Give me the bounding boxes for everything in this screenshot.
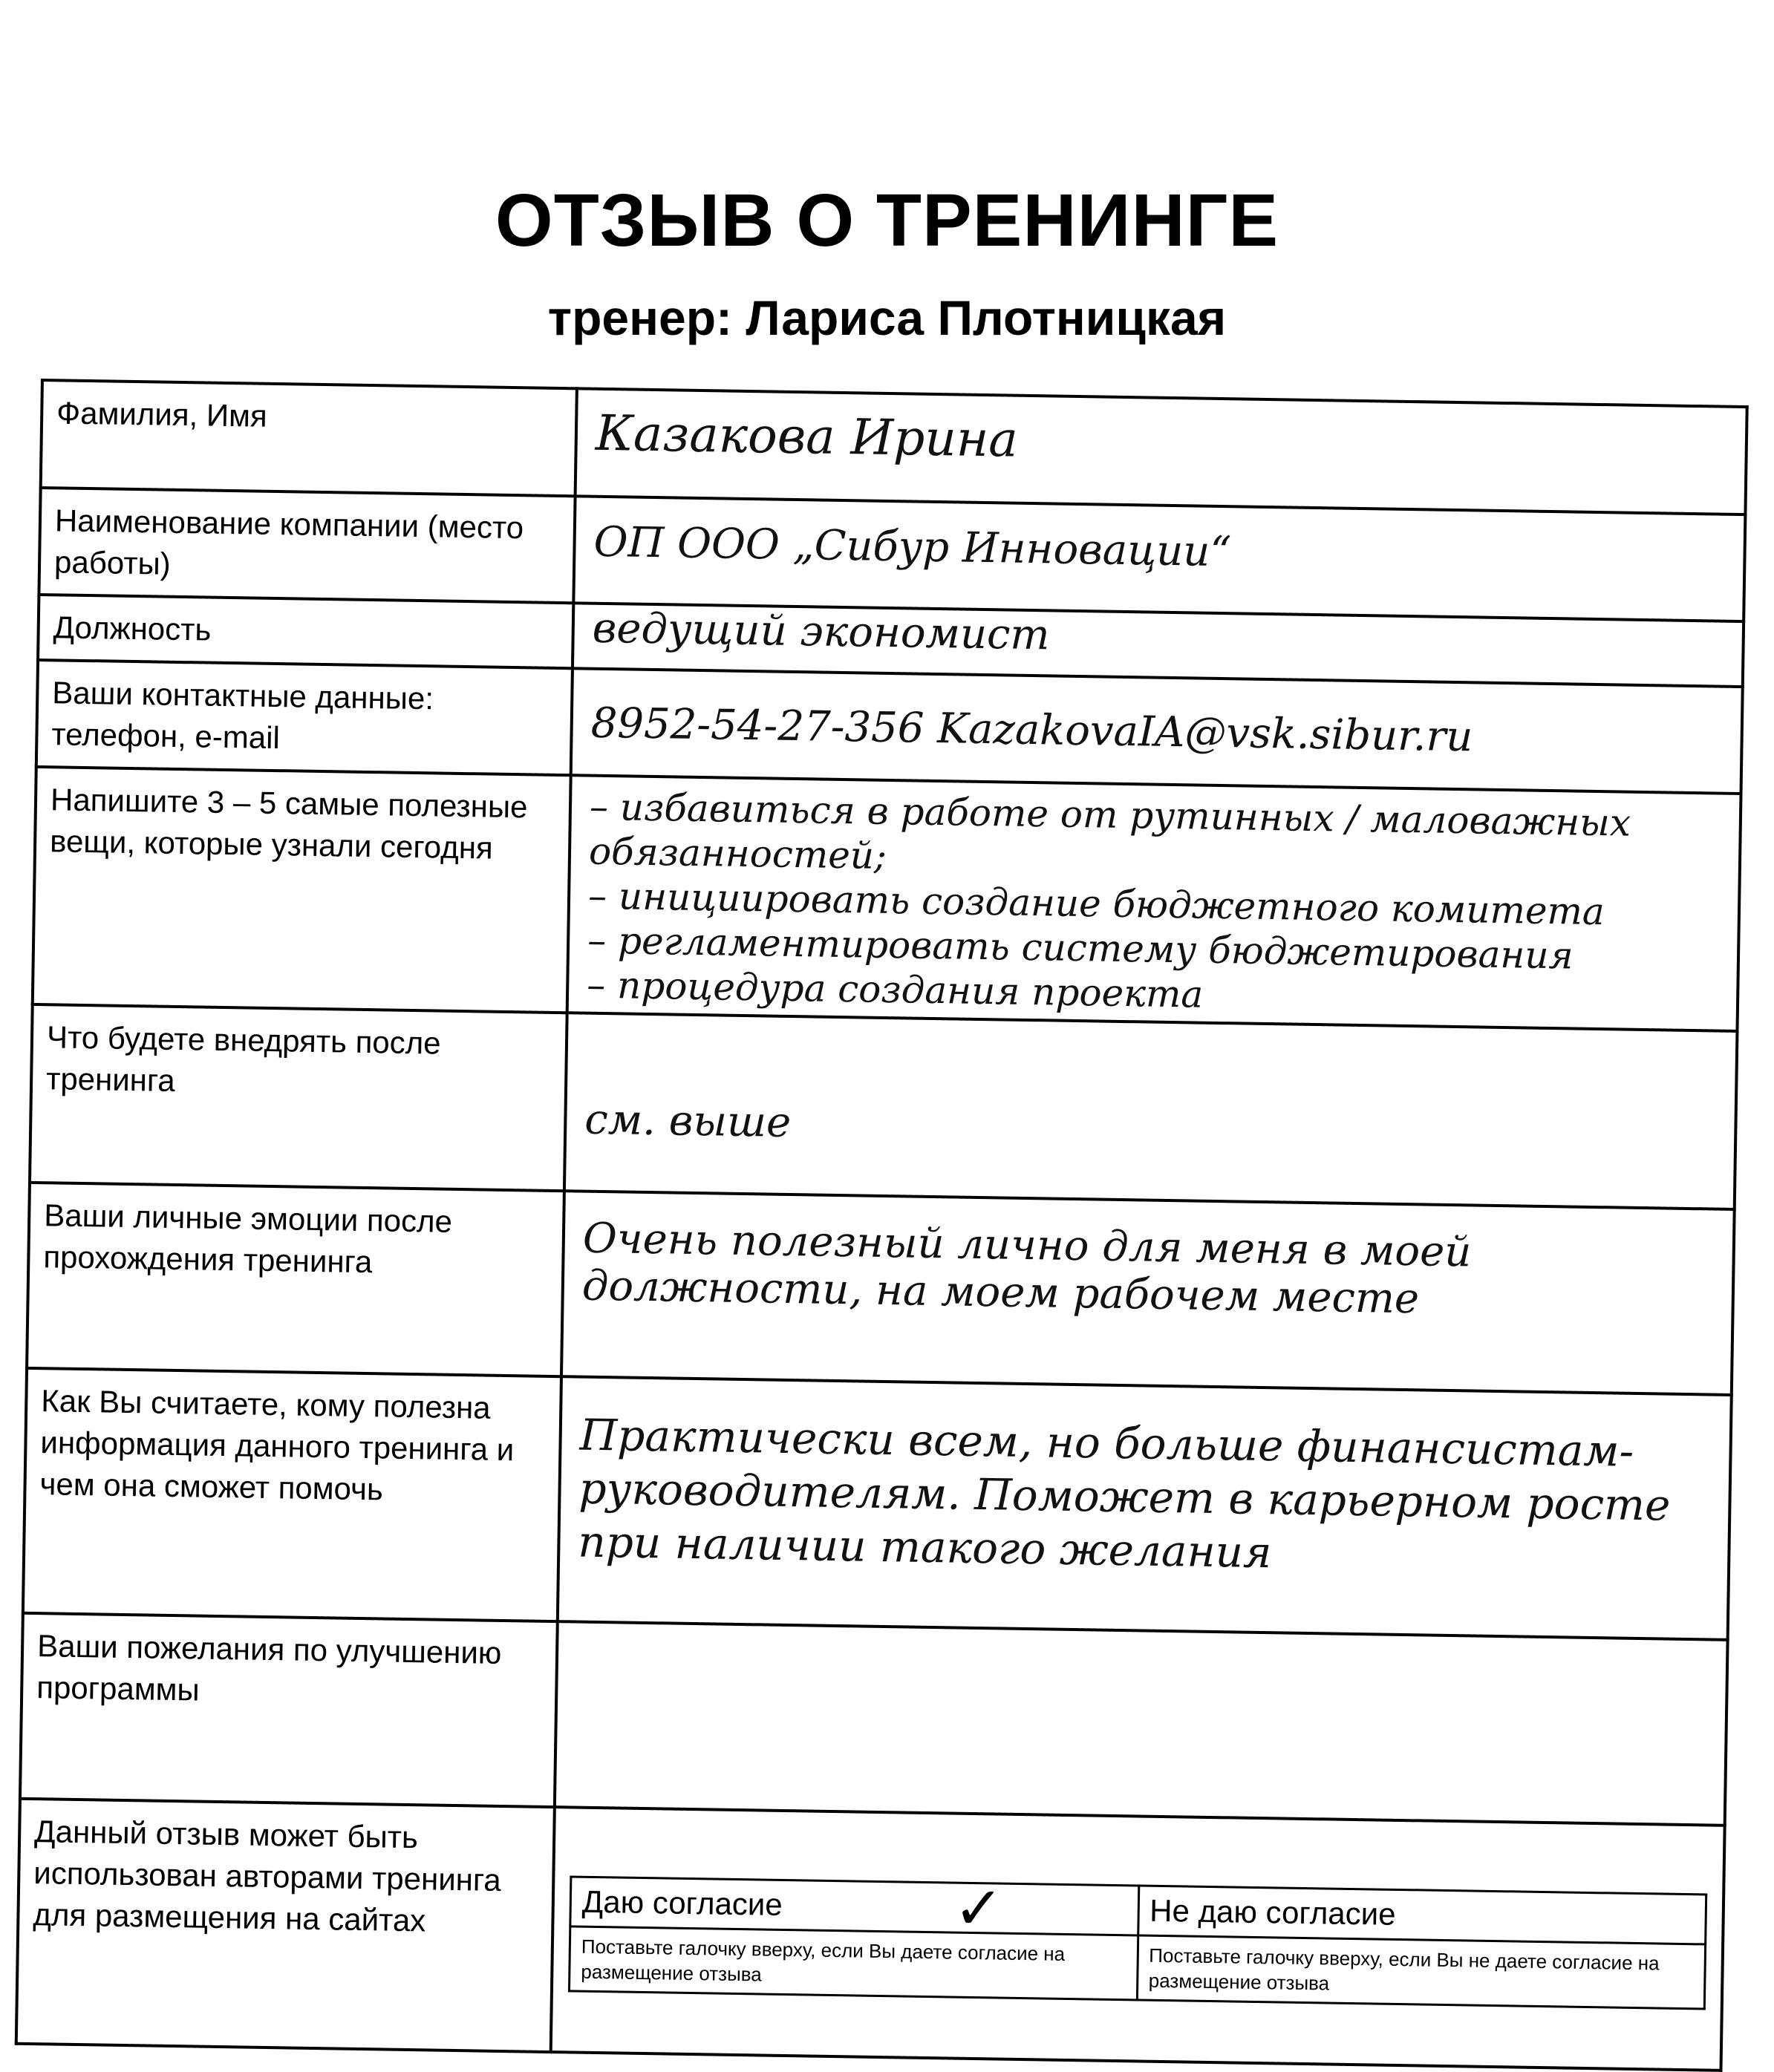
- agree-option[interactable]: [570, 1873, 1138, 1944]
- answer-usefulness-cell[interactable]: [558, 1376, 1732, 1640]
- answer-usefulness: Практически всем, но больше финансистам-руководителям. Поможет в карьерном росте при наличии такого желания: [577, 1409, 1671, 1578]
- answer-useful-things-cell[interactable]: [567, 775, 1741, 1031]
- row-implement: [30, 1004, 1737, 1209]
- label-position: Должность: [38, 595, 573, 668]
- page-title: ОТЗЫВ О ТРЕНИНГЕ: [495, 179, 1279, 262]
- answer-name-cell[interactable]: [575, 388, 1747, 514]
- row-usefulness: [23, 1368, 1732, 1640]
- row-consent: [16, 1799, 1725, 2071]
- label-useful-things: Напишите 3 – 5 самые полезные вещи, которые узнали сегодня: [33, 767, 571, 1013]
- agree-label: Даю согласие: [581, 1883, 783, 1922]
- label-wishes: Ваши пожелания по улучшению программы: [20, 1613, 558, 1807]
- label-implement: Что будете внедрять после тренинга: [30, 1004, 567, 1191]
- answer-company-cell[interactable]: [573, 496, 1745, 621]
- label-company: Наименование компании (место работы): [39, 488, 575, 603]
- row-emotions: [27, 1183, 1735, 1395]
- answer-wishes-cell[interactable]: [555, 1621, 1728, 1826]
- feedback-form: [16, 379, 1749, 1995]
- answer-useful-things: – избавиться в работе от рутинных / маловажных обязанностей; – инициировать создание бюджетного комитета – регламентировать систему бюджетирования – процедура создания проекта: [586, 785, 1631, 1016]
- label-usefulness: Как Вы считаете, кому полезна информация данного тренинга и чем она сможет помочь: [23, 1368, 561, 1621]
- answer-emotions-cell[interactable]: [561, 1191, 1735, 1395]
- feedback-table: [15, 379, 1749, 2072]
- label-contacts: Ваши контактные данные: телефон, e-mail: [36, 660, 573, 775]
- answer-implement: см. выше: [584, 1095, 792, 1147]
- disagree-option[interactable]: [1138, 1886, 1706, 1944]
- row-useful-things: [33, 767, 1741, 1031]
- answer-consent-cell: [551, 1807, 1725, 2071]
- disagree-label: Не даю согласие: [1149, 1892, 1396, 1932]
- answer-contacts-cell[interactable]: [571, 668, 1743, 794]
- row-wishes: [20, 1613, 1728, 1826]
- answer-name: Казакова Ирина: [595, 404, 1019, 468]
- trainer-subtitle: тренер: Лариса Плотницкая: [547, 290, 1227, 345]
- answer-contacts: 8952-54-27-356 KazakovaIA@vsk.sibur.ru: [590, 699, 1473, 762]
- checkmark-icon: ✓: [953, 1873, 1005, 1944]
- disagree-hint: Поставьте галочку вверху, если Вы не даете согласие на размещение отзыва: [1137, 1935, 1706, 2009]
- consent-box: [568, 1875, 1707, 2010]
- consent-table: [568, 1875, 1707, 2010]
- answer-implement-cell[interactable]: [564, 1013, 1738, 1209]
- answer-company: ОП ООО „Сибур Инновации“: [593, 517, 1232, 577]
- label-name: Фамилия, Имя: [41, 380, 577, 496]
- answer-emotions: Очень полезный лично для меня в моей должности, на моем рабочем месте: [581, 1214, 1472, 1324]
- agree-hint: Поставьте галочку вверху, если Вы даете согласие на размещение отзыва: [569, 1926, 1138, 2000]
- answer-position: ведущий экономист: [592, 604, 1051, 660]
- label-consent: Данный отзыв может быть использован авторами тренинга для размещения на сайтах: [16, 1799, 555, 2052]
- label-emotions: Ваши личные эмоции после прохождения тренинга: [27, 1183, 564, 1376]
